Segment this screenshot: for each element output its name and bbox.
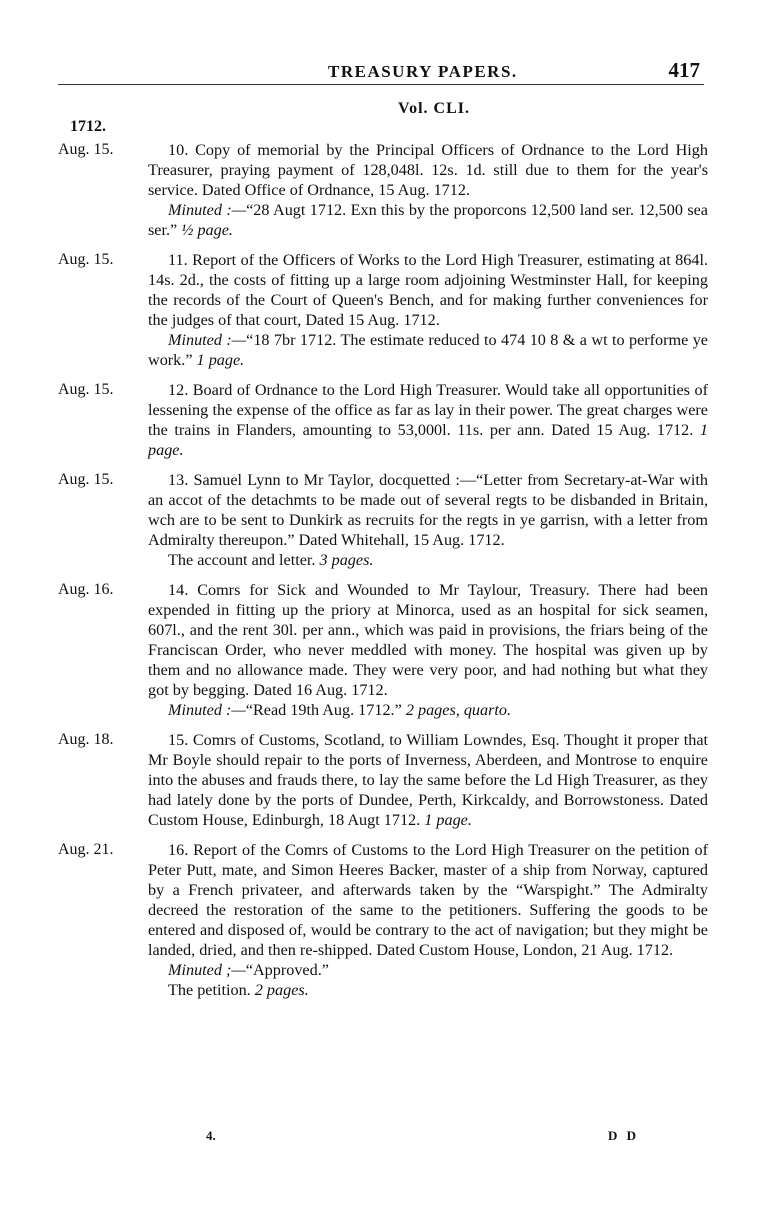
sheet-mark: D D — [608, 1128, 640, 1143]
minute-text: “28 Augt 1712. Exn this by the proporcons 12,500 land ser. 12,500 sea ser.” — [148, 201, 708, 239]
entry-body — [148, 380, 708, 460]
year-heading: 1712. — [70, 118, 106, 135]
header-rule — [58, 84, 704, 85]
entry-date: Aug. 18. — [58, 731, 114, 748]
enclosure-text: The account and letter. — [168, 551, 320, 569]
entry — [58, 250, 708, 370]
entry-date: Aug. 15. — [58, 381, 114, 398]
minute-label: Minuted :— — [168, 201, 247, 219]
entry-date: Aug. 16. — [58, 581, 114, 598]
page-count: 2 pages, quarto. — [405, 701, 512, 719]
page-count: 2 pages. — [254, 981, 309, 999]
page-count: 1 page. — [148, 421, 708, 459]
running-head — [280, 58, 700, 83]
entry-date: Aug. 21. — [58, 841, 114, 858]
minute-label: Minuted :— — [168, 331, 247, 349]
entry — [58, 380, 708, 460]
volume-heading: Vol. CLI. — [398, 100, 470, 117]
entry-date: Aug. 15. — [58, 471, 114, 488]
page-number: 417 — [668, 58, 700, 82]
entry-text: 14. Comrs for Sick and Wounded to Mr Taylour, Treasury. There had been expended in fitting up the priory at Minorca, used as an hospital for sick seamen, 607l., and the rent 30l. per ann., which was paid in provisions, the friars being of the Franciscan Order, who never meddled with money. The hospital was given up by them and no allowance made. They were very poor, and had nothing but what they got by begging. Dated 16 Aug. 1712. — [148, 581, 708, 699]
entry-body — [148, 580, 708, 720]
minute-label: Minuted :— — [168, 701, 246, 719]
entry-text: 11. Report of the Officers of Works to the Lord High Treasurer, estimating at 864l. 14s. 2d., the costs of fitting up a large room adjoining Westminster Hall, for keeping the records of the Court of Queen's Bench, and for making further conveniences for the judges of that court, Dated 15 Aug. 1712. — [148, 251, 708, 329]
entry-text: 12. Board of Ordnance to the Lord High Treasurer. Would take all opportunities of lessening the expense of the office as far as lay in their power. The great charges were the trains in Flanders, amounting to 53,000l. 11s. per ann. Dated 15 Aug. 1712. — [148, 381, 708, 439]
entry — [58, 730, 708, 830]
entry-text: 13. Samuel Lynn to Mr Taylor, docquetted :—“Letter from Secretary-at-War with an accot of the detachmts to be made out of several regts to be disbanded in Britain, wch are to be sent to Dunkirk as recruits for the regts in ye garrisn, with a letter from Admiralty thereupon.” Dated Whitehall, 15 Aug. 1712. — [148, 471, 708, 549]
entry-date: Aug. 15. — [58, 141, 114, 158]
enclosure-text: The petition. — [168, 981, 255, 999]
entry-text: 16. Report of the Comrs of Customs to the Lord High Treasurer on the petition of Peter Putt, mate, and Simon Heeres Backer, master of a ship from Norway, captured by a French privateer, and afterwards taken by the “Warspight.” The Admiralty decreed the restoration of the same to the petitioners. Suffering the goods to be entered and disposed of, would be contrary to the act of navigation; but they might be landed, dried, and then re-shipped. Dated Custom House, London, 21 Aug. 1712. — [148, 841, 708, 959]
entry-body — [148, 470, 708, 570]
entry-text: 10. Copy of memorial by the Principal Officers of Ordnance to the Lord High Treasurer, praying payment of 128,048l. 12s. 1d. still due to them for the year's service. Dated Office of Ordnance, 15 Aug. 1712. — [148, 141, 708, 199]
running-title: TREASURY PAPERS. — [328, 62, 518, 81]
entry-body — [148, 140, 708, 240]
entry-date: Aug. 15. — [58, 251, 114, 268]
page-count: ½ page. — [181, 221, 233, 239]
entries-list — [58, 140, 708, 1010]
entry-body — [148, 840, 708, 1000]
minute-text: “18 7br 1712. The estimate reduced to 474 10 8 & a wt to performe ye work.” — [148, 331, 708, 369]
page-count: 1 page. — [196, 351, 245, 369]
entry — [58, 470, 708, 570]
signature-mark: 4. — [206, 1128, 216, 1143]
page-count: 1 page. — [424, 811, 472, 829]
minute-text: “Approved.” — [245, 961, 329, 979]
entry-body — [148, 730, 708, 830]
minute-text: “Read 19th Aug. 1712.” — [245, 701, 406, 719]
entry — [58, 580, 708, 720]
entry — [58, 140, 708, 240]
entry-body — [148, 250, 708, 370]
minute-label: Minuted ;— — [168, 961, 246, 979]
entry-text: 15. Comrs of Customs, Scotland, to William Lowndes, Esq. Thought it proper that Mr Boyle should repair to the ports of Inverness, Aberdeen, and Montrose to enquire into the abuses and frauds there, to lay the same before the Ld High Treasurer, as they had lately done by the ports of Dundee, Perth, Kirkcaldy, and Borrowstoness. Dated Custom House, Edinburgh, 18 Augt 1712. — [148, 731, 708, 829]
entry — [58, 840, 708, 1000]
page-count: 3 pages. — [319, 551, 374, 569]
